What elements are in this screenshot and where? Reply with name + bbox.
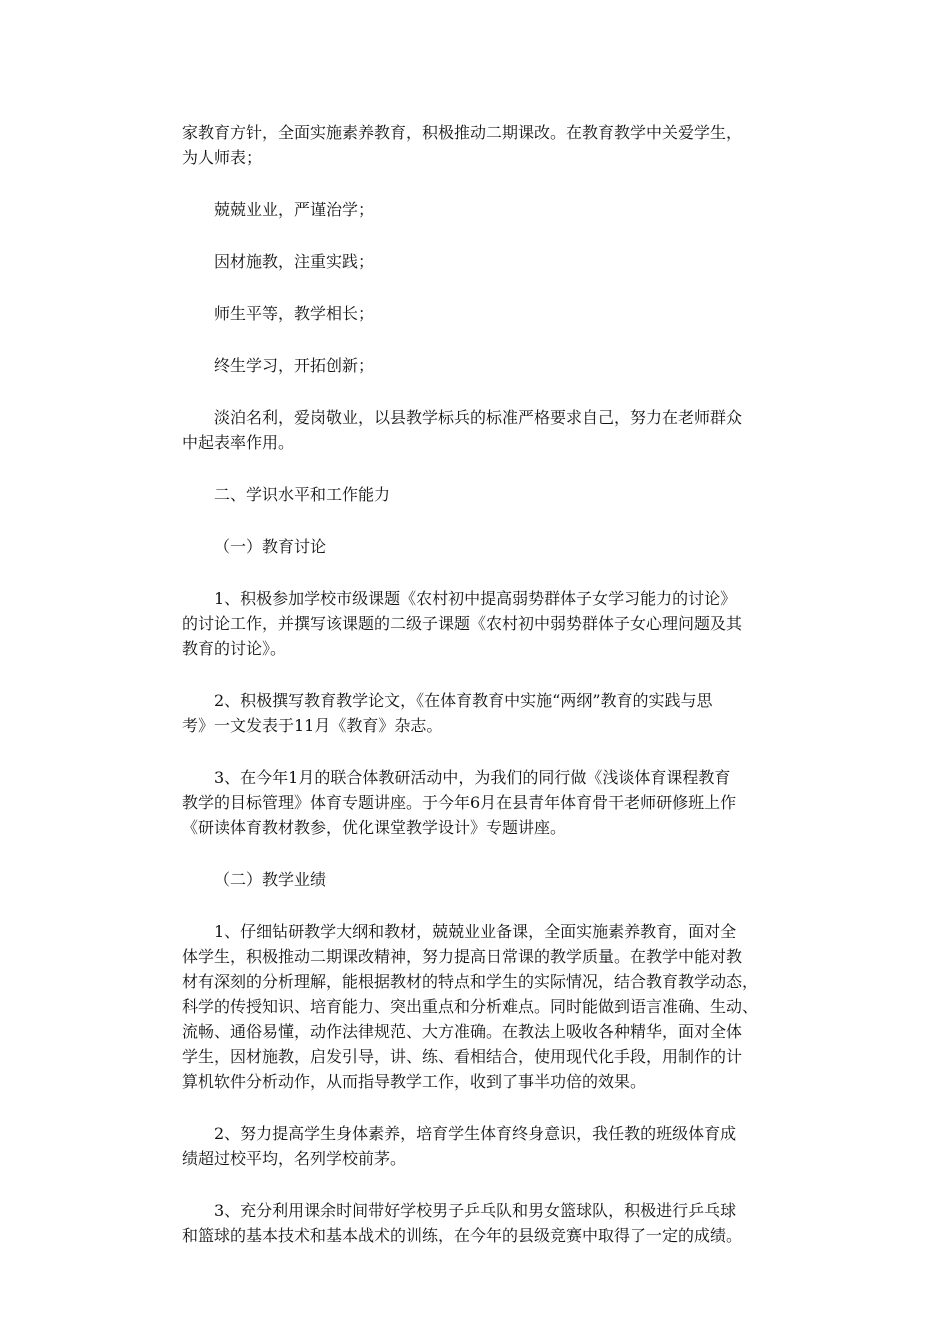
text-line: （二）教学业绩 (214, 870, 327, 889)
paragraph (182, 586, 782, 661)
text-line: 和篮球的基本技术和基本战术的训练，在今年的县级竞赛中取得了一定的成绩。 (182, 1226, 743, 1245)
text-line: 2、积极撰写教育教学论文，《在体育教育中实施“两纲”教育的实践与思 (214, 691, 713, 710)
paragraph (182, 1198, 782, 1248)
subsection-heading (182, 867, 782, 892)
text-line: 兢兢业业，严谨治学； (214, 200, 375, 219)
paragraph (182, 1121, 782, 1171)
text-line: 中起表率作用。 (182, 433, 295, 452)
text-line: 的讨论工作，并撰写该课题的二级子课题《农村初中弱势群体子女心理问题及其 (182, 614, 743, 633)
paragraph (182, 765, 782, 840)
document-body (182, 120, 782, 1248)
text-line: 算机软件分析动作，从而指导教学工作，收到了事半功倍的效果。 (182, 1072, 647, 1091)
text-line: 教育的讨论》。 (182, 639, 287, 658)
paragraph (182, 249, 782, 274)
paragraph (182, 301, 782, 326)
paragraph (182, 120, 782, 170)
text-line: 绩超过校平均，名列学校前茅。 (182, 1149, 407, 1168)
subsection-heading (182, 534, 782, 559)
paragraph (182, 353, 782, 378)
text-line: 体学生，积极推动二期课改精神，努力提高日常课的教学质量。在教学中能对教 (182, 947, 743, 966)
text-line: 1、积极参加学校市级课题《农村初中提高弱势群体子女学习能力的讨论》 (214, 589, 737, 608)
text-line: 终生学习，开拓创新； (214, 356, 375, 375)
paragraph (182, 688, 782, 738)
paragraph (182, 919, 782, 1094)
text-line: 材有深刻的分析理解，能根据教材的特点和学生的实际情况，结合教育教学动态， (182, 972, 759, 991)
text-line: 为人师表； (182, 148, 263, 167)
paragraph (182, 405, 782, 455)
text-line: 3、充分利用课余时间带好学校男子乒乓队和男女篮球队，积极进行乒乓球 (214, 1201, 737, 1220)
text-line: 《研读体育教材教参，优化课堂教学设计》专题讲座。 (182, 818, 567, 837)
text-line: 3、在今年1月的联合体教研活动中，为我们的同行做《浅谈体育课程教育 (214, 768, 731, 787)
text-line: 流畅、通俗易懂，动作法律规范、大方准确。在教法上吸收各种精华，面对全体 (182, 1022, 743, 1041)
text-line: 师生平等，教学相长； (214, 304, 375, 323)
text-line: 因材施教，注重实践； (214, 252, 375, 271)
text-line: 2、努力提高学生身体素养，培育学生体育终身意识，我任教的班级体育成 (214, 1124, 737, 1143)
text-line: 淡泊名利，爱岗敬业，以县教学标兵的标准严格要求自己，努力在老师群众 (214, 408, 743, 427)
text-line: 二、学识水平和工作能力 (214, 485, 391, 504)
paragraph (182, 197, 782, 222)
text-line: 1、仔细钻研教学大纲和教材，兢兢业业备课，全面实施素养教育，面对全 (214, 922, 737, 941)
text-line: 家教育方针，全面实施素养教育，积极推动二期课改。在教育教学中关爱学生， (182, 123, 743, 142)
section-heading (182, 482, 782, 507)
text-line: 学生，因材施教，启发引导，讲、练、看相结合，使用现代化手段，用制作的计 (182, 1047, 743, 1066)
text-line: 教学的目标管理》体育专题讲座。于今年6月在县青年体育骨干老师研修班上作 (182, 793, 737, 812)
text-line: 考》一文发表于11月《教育》杂志。 (182, 716, 443, 735)
text-line: 科学的传授知识、培育能力、突出重点和分析难点。同时能做到语言准确、生动、 (182, 997, 759, 1016)
text-line: （一）教育讨论 (214, 537, 327, 556)
